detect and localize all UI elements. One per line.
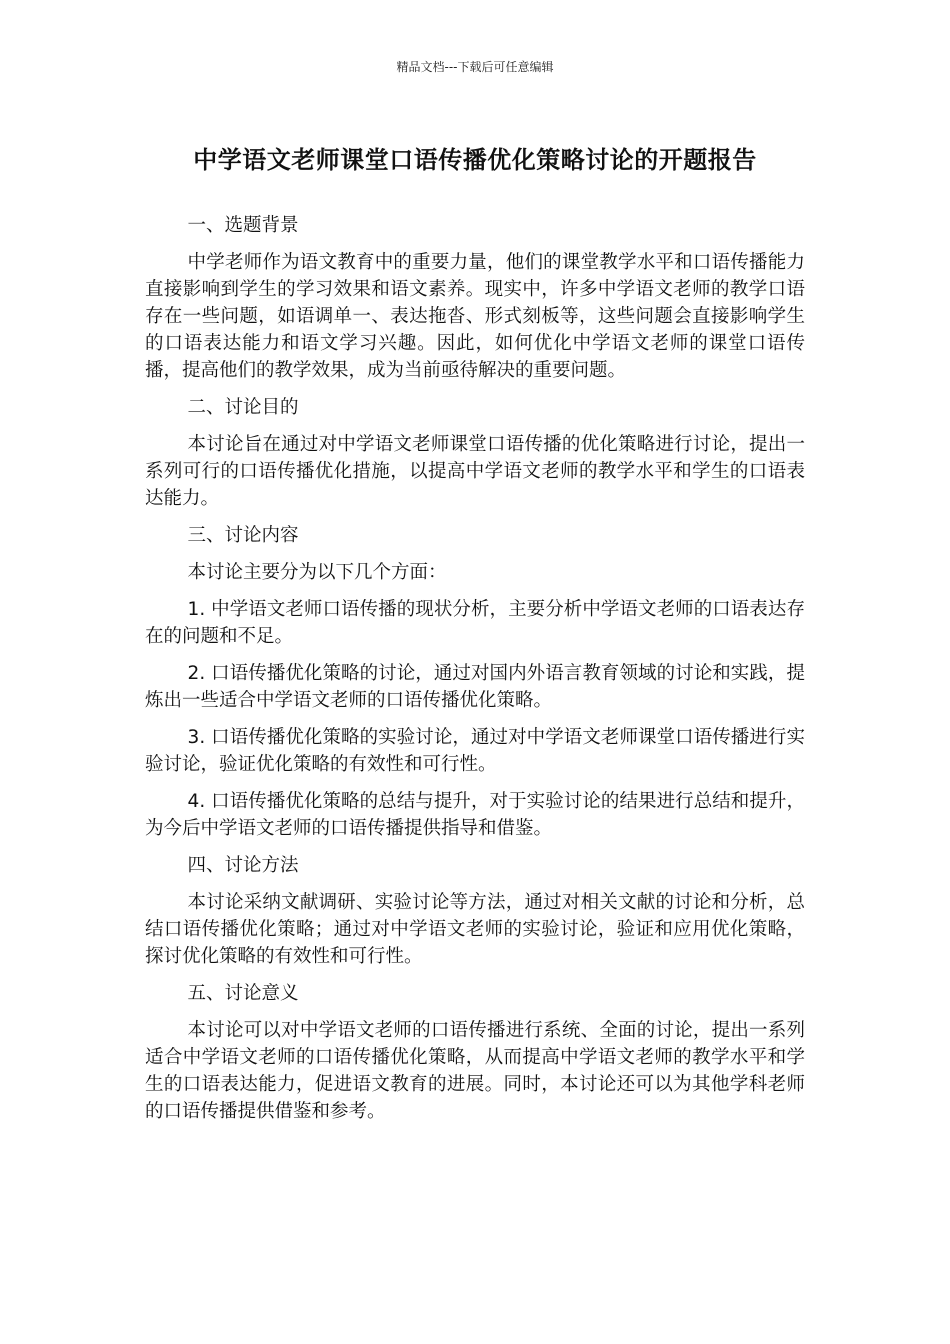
page-header: 精品文档---下载后可任意编辑 bbox=[396, 60, 554, 74]
section-heading-significance: 五、讨论意义 bbox=[187, 983, 299, 1004]
paragraph-method: 本讨论采纳文献调研、实验讨论等方法，通过对相关文献的讨论和分析，总结口语传播优化策略；通过对中学语文老师的实验讨论，验证和应用优化策略，探讨优化策略的有效性和可行性。 bbox=[145, 892, 805, 967]
section-heading-background: 一、选题背景 bbox=[187, 215, 299, 236]
paragraph-background: 中学老师作为语文教育中的重要力量，他们的课堂教学水平和口语传播能力直接影响到学生的学习效果和语文素养。现实中，许多中学语文老师的教学口语存在一些问题，如语调单一、表达拖沓、形式刻板等，这些问题会直接影响学生的口语表达能力和语文学习兴趣。因此，如何优化中学语文老师的课堂口语传播，提高他们的教学效果，成为当前亟待解决的重要问题。 bbox=[145, 252, 805, 381]
list-item-content-4: 4. 口语传播优化策略的总结与提升，对于实验讨论的结果进行总结和提升，为今后中学语文老师的口语传播提供指导和借鉴。 bbox=[145, 791, 805, 839]
list-item-content-1: 1. 中学语文老师口语传播的现状分析，主要分析中学语文老师的口语表达存在的问题和不足。 bbox=[145, 599, 805, 647]
list-item-content-3: 3. 口语传播优化策略的实验讨论，通过对中学语文老师课堂口语传播进行实验讨论，验证优化策略的有效性和可行性。 bbox=[145, 727, 805, 775]
document-body bbox=[145, 212, 805, 1135]
paragraph-significance: 本讨论可以对中学语文老师的口语传播进行系统、全面的讨论，提出一系列适合中学语文老师的口语传播优化策略，从而提高中学语文老师的教学水平和学生的口语表达能力，促进语文教育的进展。同时，本讨论还可以为其他学科老师的口语传播提供借鉴和参考。 bbox=[145, 1020, 805, 1122]
paragraph-content-intro: 本讨论主要分为以下几个方面： bbox=[187, 562, 447, 583]
section-heading-purpose: 二、讨论目的 bbox=[187, 397, 299, 418]
document-title: 中学语文老师课堂口语传播优化策略讨论的开题报告 bbox=[193, 146, 757, 174]
paragraph-purpose: 本讨论旨在通过对中学语文老师课堂口语传播的优化策略进行讨论，提出一系列可行的口语传播优化措施，以提高中学语文老师的教学水平和学生的口语表达能力。 bbox=[145, 434, 805, 509]
list-item-content-2: 2. 口语传播优化策略的讨论，通过对国内外语言教育领域的讨论和实践，提炼出一些适合中学语文老师的口语传播优化策略。 bbox=[145, 663, 805, 711]
section-heading-content: 三、讨论内容 bbox=[187, 525, 299, 546]
section-heading-method: 四、讨论方法 bbox=[187, 855, 299, 876]
